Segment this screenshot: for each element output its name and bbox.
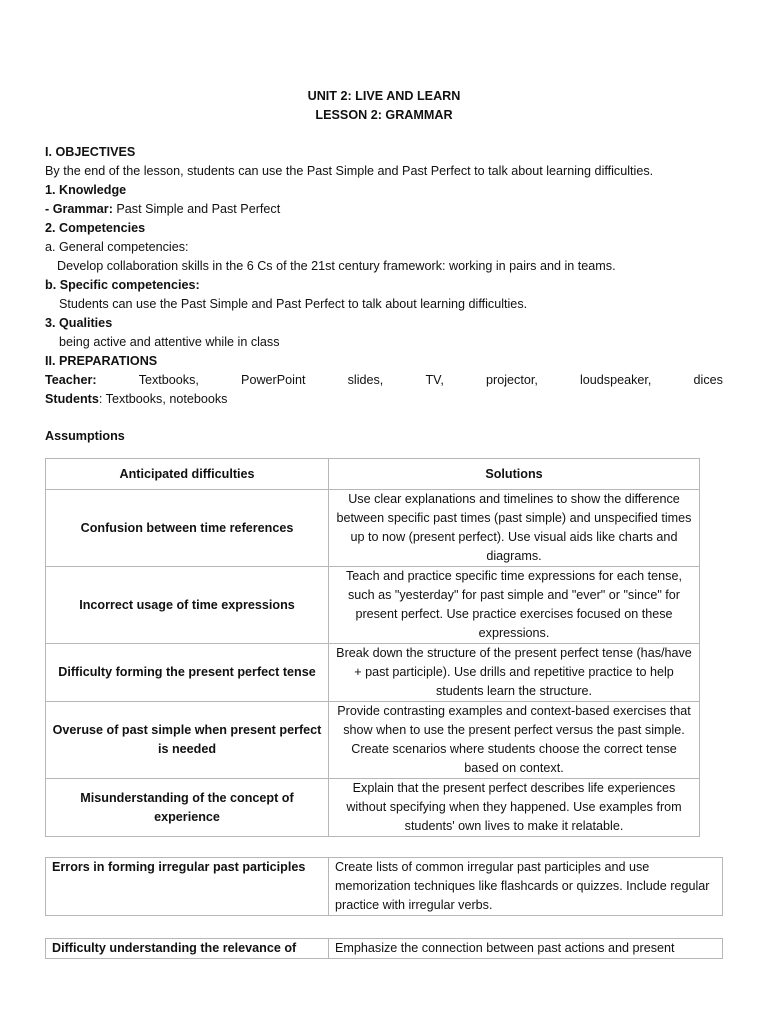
teacher-item: slides, — [347, 373, 384, 387]
solution-cell: Teach and practice specific time expressions for each tense, such as "yesterday" for past simple and "ever" or "since" for present perfect. Use practice exercises focused on these expressions. — [329, 567, 700, 644]
difficulty-cell: Difficulty forming the present perfect tense — [46, 644, 329, 702]
assumptions-table — [45, 458, 700, 837]
teacher-item: dices — [693, 373, 723, 387]
difficulty-cell: Errors in forming irregular past participles — [46, 858, 329, 916]
column-header-solutions: Solutions — [329, 459, 700, 490]
qualities-text: being active and attentive while in class — [59, 335, 280, 349]
table-row — [46, 939, 723, 959]
competencies-heading: 2. Competencies — [45, 221, 146, 235]
table-row — [46, 779, 700, 837]
solution-cell: Explain that the present perfect describes life experiences without specifying when they happened. Use examples from students' own lives to make it relatable. — [329, 779, 700, 837]
difficulty-cell: Incorrect usage of time expressions — [46, 567, 329, 644]
specific-competencies-text: Students can use the Past Simple and Past Perfect to talk about learning difficulties. — [59, 297, 528, 311]
difficulty-cell: Confusion between time references — [46, 490, 329, 567]
unit-title: UNIT 2: LIVE AND LEARN — [307, 89, 461, 103]
objectives-intro: By the end of the lesson, students can use the Past Simple and Past Perfect to talk about learning difficulties. — [45, 164, 654, 178]
document-page — [45, 87, 723, 959]
teacher-label: Teacher: — [45, 373, 97, 387]
table-row — [46, 702, 700, 779]
qualities-heading: 3. Qualities — [45, 316, 113, 330]
table-header-row — [46, 459, 700, 490]
irregular-participles-table — [45, 857, 723, 916]
table-row — [46, 567, 700, 644]
solution-cell: Create lists of common irregular past participles and use memorization techniques like flashcards or quizzes. Include regular practice with irregular verbs. — [329, 858, 723, 916]
teacher-item: TV, — [425, 373, 444, 387]
general-competencies-label: a. General competencies: — [45, 240, 189, 254]
lesson-title: LESSON 2: GRAMMAR — [315, 108, 453, 122]
table-row — [46, 490, 700, 567]
students-line — [45, 390, 723, 409]
grammar-label: - Grammar: — [45, 202, 113, 216]
difficulty-cell: Misunderstanding of the concept of experience — [46, 779, 329, 837]
teacher-item: Textbooks, — [138, 373, 199, 387]
table-row — [46, 644, 700, 702]
difficulty-cell: Difficulty understanding the relevance of — [46, 939, 329, 959]
solution-cell: Use clear explanations and timelines to show the difference between specific past times (past simple) and unspecified times up to now (present perfect). Use visual aids like charts and diagrams. — [329, 490, 700, 567]
teacher-item: loudspeaker, — [579, 373, 652, 387]
solution-cell: Provide contrasting examples and context-based exercises that show when to use the present perfect versus the past simple. Create scenarios where students choose the correct tense based on context. — [329, 702, 700, 779]
column-header-difficulties: Anticipated difficulties — [46, 459, 329, 490]
teacher-item: projector, — [486, 373, 538, 387]
knowledge-heading: 1. Knowledge — [45, 183, 127, 197]
difficulty-cell: Overuse of past simple when present perfect is needed — [46, 702, 329, 779]
general-competencies-text: Develop collaboration skills in the 6 Cs of the 21st century framework: working in pairs and in teams. — [57, 259, 616, 273]
students-label: Students — [45, 392, 99, 406]
assumptions-heading: Assumptions — [45, 429, 125, 443]
objectives-heading: I. OBJECTIVES — [45, 145, 136, 159]
teacher-line — [45, 371, 723, 390]
students-text: : Textbooks, notebooks — [98, 392, 228, 406]
relevance-table — [45, 938, 723, 959]
preparations-heading: II. PREPARATIONS — [45, 354, 158, 368]
grammar-line — [45, 200, 723, 219]
solution-cell: Emphasize the connection between past actions and present — [329, 939, 723, 959]
table-row — [46, 858, 723, 916]
specific-competencies-label: b. Specific competencies: — [45, 278, 200, 292]
solution-cell: Break down the structure of the present perfect tense (has/have + past participle). Use drills and repetitive practice to help students learn the structure. — [329, 644, 700, 702]
document-title — [45, 87, 723, 125]
grammar-text: Past Simple and Past Perfect — [112, 202, 281, 216]
teacher-item: PowerPoint — [241, 373, 306, 387]
